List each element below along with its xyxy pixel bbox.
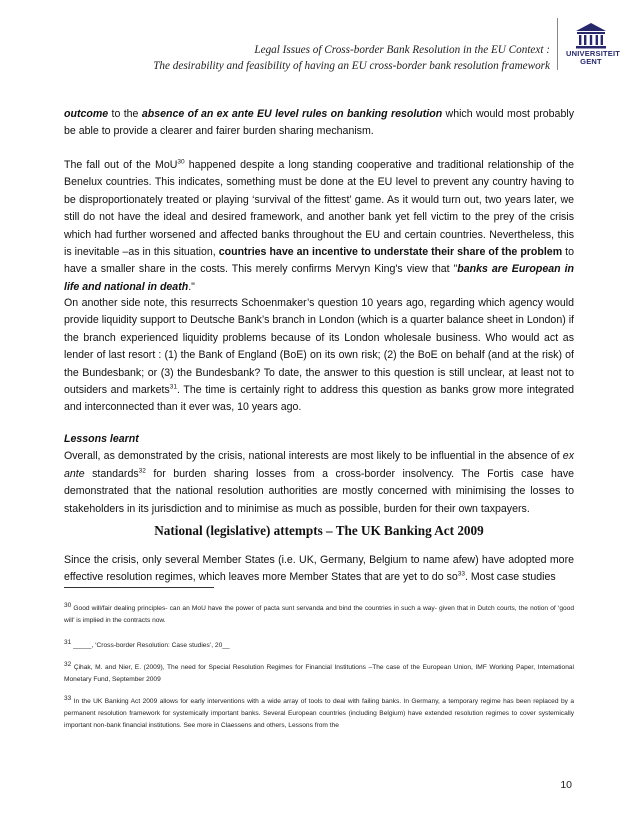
- page-number: 10: [560, 779, 572, 791]
- footnote-number: 33: [64, 694, 72, 702]
- paragraph-2: [64, 157, 574, 296]
- p2-text-2: happened despite a long standing cooperative and traditional relationship of the Benelux countries. This indicates, something must be done at the EU level to prevent any country having to be disproportionately treated or playing ‘survival of the fittest’ game. As it would turn out, two years later, we still do not have the ideal and desired framework, and another bank yet fell victim to the prey of the crisis which had further worsened and affected banks throughout the EU and certain countries. Nevertheless, this is inevitable –as in this situation,: [64, 159, 575, 259]
- p1-emphasis-2: absence of an ex ante EU level rules on banking resolution: [141, 108, 443, 120]
- p3-text-1: On another side note, this resurrects Schoenmaker’s question 10 years ago, regarding which agency would provide liquidity support to Deutsche Bank’s branch in London (which is a quarter balance sheet in London) if the branch experienced liquidity problems because of its London wholesale business. Who would act as lender of last resort : (1) the Bank of England (BoE) on its own risk; (2) the BoE on behalf (and at the risk) of the Bundesbank; or (3) the Bundesbank? To date, the answer to this question is still unclear, at least not to outsiders and markets: [64, 297, 574, 397]
- lessons-heading: Lessons learnt: [64, 433, 139, 445]
- p4-text-2: . Most case studies: [464, 571, 556, 584]
- footnote-text: Good will/fair dealing principles- can an MoU have the power of pacta sunt servanda and bind the countries in such a way- given that in Dutch courts, the notion of ‘good will’ is implied in the contracts now.: [64, 605, 574, 624]
- footnote-ref-33[interactable]: 33: [457, 570, 465, 578]
- p2-bold: countries have an incentive to understate their share of the problem: [218, 246, 563, 259]
- footnote-separator: [64, 587, 214, 588]
- paragraph-1: [64, 106, 574, 141]
- lessons-italic: ex ante: [64, 450, 574, 480]
- footnote-text: In the UK Banking Act 2009 allows for early interventions with a wide array of tools to deal with failing banks. In Germany, a temporary regime has been replaced by a permanent resolution framework for systemically important banks. Several European countries (including Belgium) have extended resolution regimes to cover systemically important non-bank financial institutions. See more in Claessens and others, Lessons from the: [64, 698, 574, 729]
- p3-text-2: . The time is certainly right to address this question as banks grow more integrated and interconnected than it ever was, 10 years ago.: [64, 384, 574, 414]
- footnote-33: [64, 696, 574, 732]
- footnote-30: [64, 603, 574, 627]
- lessons-text-3: for burden sharing losses from a cross-border insolvency. The Fortis case have demonstrated that the national resolution authorities are mostly concerned with minimising the losses to stakeholders in its jurisdiction and to minimise as much as possible, burden for their own taxpayers.: [64, 467, 575, 515]
- header-line-1: Legal Issues of Cross-border Bank Resolution in the EU Context :: [254, 44, 550, 56]
- p2-text-3: to have a smaller share in the costs. This merely confirms Mervyn King's view that ": [64, 246, 574, 276]
- footnote-ref-30[interactable]: 30: [177, 158, 185, 166]
- footnote-ref-32[interactable]: 32: [138, 467, 146, 475]
- footnote-number: 30: [64, 601, 72, 609]
- section-title: National (legislative) attempts – The UK Banking Act 2009: [154, 523, 484, 538]
- lessons-text-2: standards: [84, 467, 139, 480]
- p1-text-2: which would most probably be able to provide a clearer and fairer burden sharing mechanism.: [64, 108, 574, 138]
- logo-text-2: GENT: [580, 57, 602, 66]
- footnote-number: 31: [64, 638, 72, 646]
- lessons-text-1: Overall, as demonstrated by the crisis, national interests are most likely to be influential in the absence of: [64, 450, 563, 463]
- footnote-ref-31[interactable]: 31: [169, 383, 177, 391]
- footnote-31: [64, 640, 574, 652]
- p2-text-4: .": [188, 280, 195, 293]
- lessons-learnt: [64, 431, 574, 518]
- paragraph-4: [64, 552, 574, 587]
- footnote-text: Çihak, M. and Nier, E. (2009), The need for Special Resolution Regimes for Financial Institutions –The case of the European Union, IMF Working Paper, International Monetary Fund, September 2009: [64, 664, 574, 683]
- header-line-2: The desirability and feasibility of having an EU cross-border bank resolution framework: [153, 60, 550, 72]
- p1-text-1: to the: [108, 108, 142, 120]
- footnote-text: _____, ‘Cross-border Resolution: Case studies’, 20__: [71, 642, 230, 649]
- university-logo: [566, 22, 621, 66]
- footnote-number: 32: [64, 660, 72, 668]
- logo-text-1: UNIVERSITEIT: [566, 49, 621, 58]
- header-divider: [557, 18, 558, 70]
- p2-quote: banks are European in life and national in death: [64, 263, 574, 293]
- running-header: [153, 42, 550, 74]
- p1-emphasis-1: outcome: [64, 108, 109, 120]
- footnote-32: [64, 662, 574, 686]
- building-icon: [574, 22, 608, 50]
- paragraph-3: [64, 295, 574, 417]
- p2-text-1: The fall out of the MoU: [64, 159, 178, 171]
- p4-text-1: Since the crisis, only several Member States (i.e. UK, Germany, Belgium to name afew) have adopted more effective resolution regimes, which leaves more Member States that are yet to do so: [64, 554, 574, 584]
